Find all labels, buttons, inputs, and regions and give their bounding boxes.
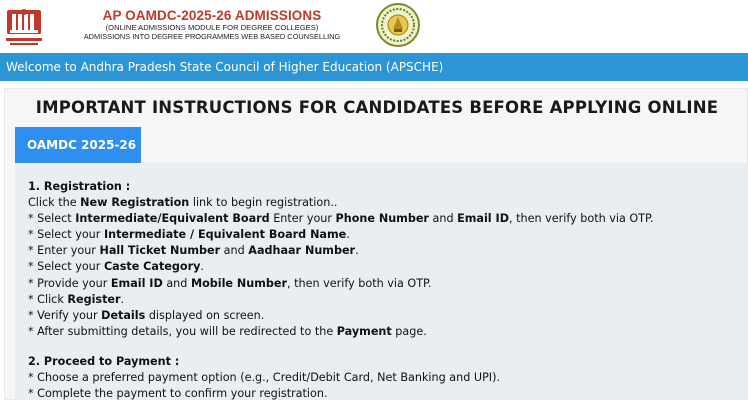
- instructions-content: [15, 163, 748, 400]
- instruction-line: * Provide your Email ID and Mobile Number, then verify both via OTP.: [28, 276, 432, 290]
- tab-bar: [15, 127, 748, 163]
- welcome-bar: Welcome to Andhra Pradesh State Council of Higher Education (APSCHE): [0, 53, 748, 81]
- instruction-line: * Select your Intermediate / Equivalent Board Name.: [28, 228, 350, 242]
- new-registration-link[interactable]: New Registration: [80, 196, 190, 210]
- tab-oamdc-2025-26[interactable]: OAMDC 2025-26: [15, 127, 141, 163]
- apsche-logo-icon[interactable]: [4, 6, 44, 48]
- site-header: [0, 0, 748, 52]
- header-subtitle: (ONLINE ADMISSIONS MODULE FOR DEGREE COLLEGES): [105, 23, 319, 32]
- instruction-line: Click the New Registration link to begin registration..: [28, 196, 338, 210]
- instruction-line: * Select Intermediate/Equivalent Board Enter your Phone Number and Email ID, then verify both via OTP.: [28, 212, 654, 226]
- instruction-line: * After submitting details, you will be redirected to the Payment page.: [28, 324, 427, 338]
- payment-section-title: 2. Proceed to Payment :: [28, 354, 180, 368]
- instruction-line: * Verify your Details displayed on screen.: [28, 308, 265, 322]
- instruction-line: * Click Register.: [28, 292, 125, 306]
- section-gap: [28, 340, 748, 354]
- instruction-line: * Choose a preferred payment option (e.g., Credit/Debit Card, Net Banking and UPI).: [28, 371, 501, 385]
- registration-section-title: 1. Registration :: [28, 180, 131, 193]
- page-header-title: AP OAMDC-2025-26 ADMISSIONS: [102, 8, 322, 23]
- instruction-line: * Enter your Hall Ticket Number and Aadhaar Number.: [28, 244, 359, 258]
- ap-state-emblem-icon: [375, 2, 421, 48]
- header-subtitle-2: ADMISSIONS INTO DEGREE PROGRAMMES WEB BASED COUNSELLING: [83, 32, 341, 41]
- instruction-line: * Complete the payment to confirm your registration.: [28, 387, 328, 400]
- instructions-panel: [4, 88, 748, 400]
- header-title-block: [62, 8, 362, 41]
- page-title: IMPORTANT INSTRUCTIONS FOR CANDIDATES BEFORE APPLYING ONLINE: [35, 98, 719, 117]
- instruction-line: * Select your Caste Category.: [28, 260, 204, 274]
